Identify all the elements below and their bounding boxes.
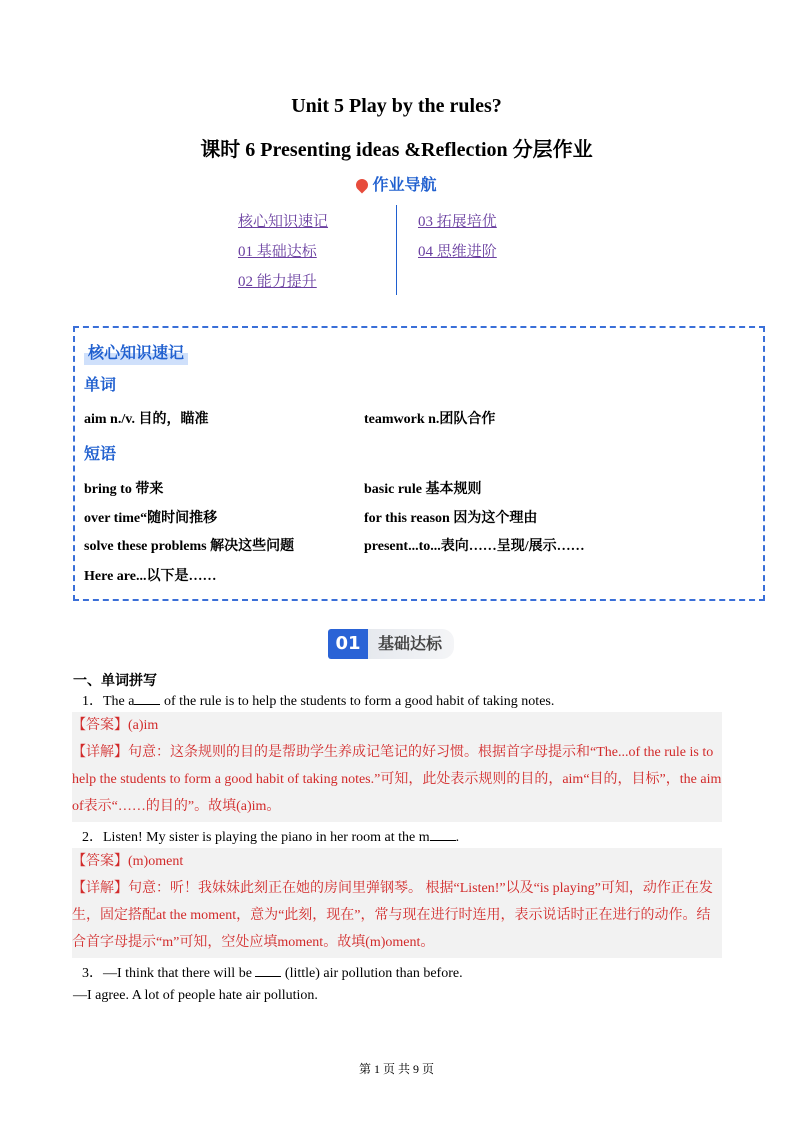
question-3-post: (little) air pollution than before. xyxy=(281,966,463,981)
phrase-item: basic rule 基本规则 xyxy=(364,482,482,497)
detail-1-line: of表示“……的目的”。故填(a)im。 xyxy=(72,799,281,814)
detail-1-line: help the students to form a good habit of taking notes.”可知，此处表示规则的目的，aim“目的，目标”，the aim xyxy=(72,772,722,787)
title-line-1: Unit 5 Play by the rules? xyxy=(291,95,502,117)
phrase-item: over time“随时间推移 xyxy=(84,511,218,526)
nav-link-basic[interactable]: 01 基础达标 xyxy=(238,244,317,260)
location-pin-icon xyxy=(354,177,371,194)
words-heading: 单词 xyxy=(84,375,117,394)
word-item: aim n./v. 目的，瞄准 xyxy=(84,412,209,427)
answer-blank xyxy=(430,828,456,841)
phrase-item: for this reason 因为这个理由 xyxy=(364,511,538,526)
answer-box-1 xyxy=(72,712,722,822)
nav-link-thinking[interactable]: 04 思维进阶 xyxy=(418,244,497,260)
question-3 xyxy=(82,962,463,982)
nav-link-ability[interactable]: 02 能力提升 xyxy=(238,274,317,290)
question-3-reply: —I agree. A lot of people hate air pollution. xyxy=(73,988,318,1003)
question-1-pre: 1．The a xyxy=(82,694,135,709)
question-2-post: . xyxy=(455,830,460,845)
page-footer: 第 1 页 共 9 页 xyxy=(358,1062,434,1076)
detail-2-line: 【详解】句意：听！我妹妹此刻正在她的房间里弹钢琴。 根据“Listen!”以及“is playing”可知，动作正在发 xyxy=(72,881,713,896)
detail-2-line: 合首字母提示“m”可知，空处应填moment。故填(m)oment。 xyxy=(72,935,435,950)
exercise-heading: 一、单词拼写 xyxy=(73,674,157,689)
nav-link-extension[interactable]: 03 拓展培优 xyxy=(418,214,497,230)
answer-blank xyxy=(255,964,281,977)
answer-box-2 xyxy=(72,848,722,958)
section-label: 基础达标 xyxy=(368,629,454,659)
title-line-2: 课时 6 Presenting ideas &Reflection 分层作业 xyxy=(200,139,593,161)
knowledge-box xyxy=(73,326,765,601)
question-1-post: of the rule is to help the students to form a good habit of taking notes. xyxy=(160,694,555,709)
detail-1-line: 【详解】句意：这条规则的目的是帮助学生养成记笔记的好习惯。根据首字母提示和“The...of the rule is to xyxy=(72,745,714,760)
answer-1: 【答案】(a)im xyxy=(72,718,159,733)
knowledge-heading: 核心知识速记 xyxy=(84,338,188,365)
question-2 xyxy=(82,826,459,846)
phrase-item: bring to 带来 xyxy=(84,482,164,497)
nav-link-core-knowledge[interactable]: 核心知识速记 xyxy=(238,214,329,230)
detail-2-line: 生，固定搭配at the moment，意为“此刻，现在”，常与现在进行时连用，表示说话时正在进行的动作。结 xyxy=(72,908,711,923)
phrase-item: solve these problems 解决这些问题 xyxy=(84,539,295,554)
nav-title xyxy=(0,172,793,195)
answer-2: 【答案】(m)oment xyxy=(72,854,184,869)
phrase-item: Here are...以下是…… xyxy=(84,569,217,584)
question-1 xyxy=(82,690,554,710)
section-number: 01 xyxy=(328,629,368,659)
phrases-heading: 短语 xyxy=(84,444,117,463)
nav-title-text: 作业导航 xyxy=(372,175,437,194)
question-3-pre: 3．—I think that there will be xyxy=(82,966,256,981)
nav-divider xyxy=(396,205,397,295)
word-item: teamwork n.团队合作 xyxy=(364,412,496,427)
phrase-item: present...to...表向……呈现/展示…… xyxy=(364,539,585,554)
answer-blank xyxy=(134,692,160,705)
section-badge xyxy=(328,629,454,659)
question-2-pre: 2．Listen! My sister is playing the piano in her room at the m xyxy=(82,830,430,845)
